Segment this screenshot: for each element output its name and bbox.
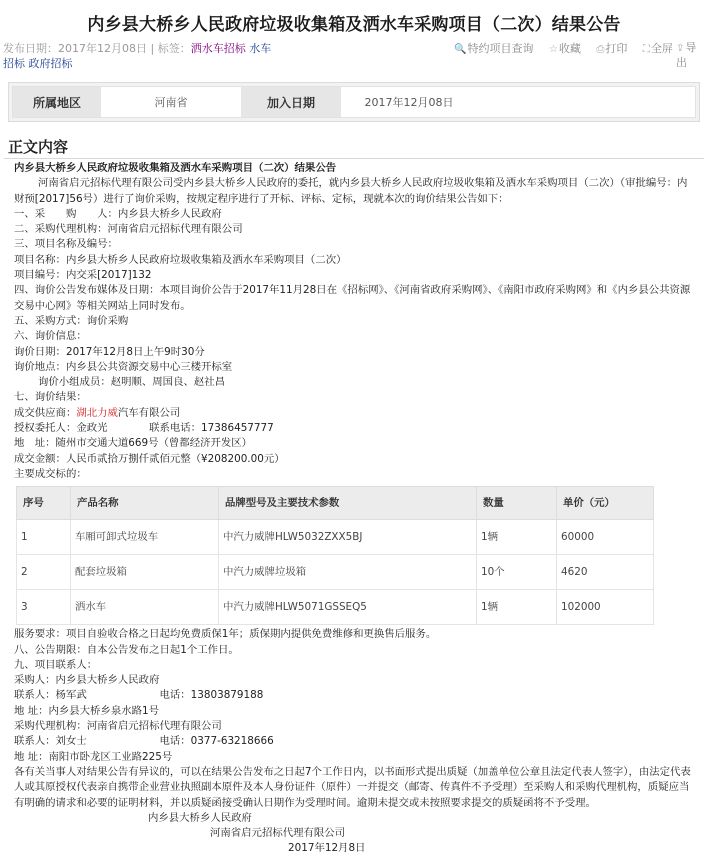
table-cell: 3 bbox=[17, 590, 71, 625]
tag-link[interactable]: 洒水车招标 bbox=[190, 42, 246, 55]
supplier-highlight: 湖北力威 bbox=[76, 406, 118, 419]
text-line: 主要成交标的： bbox=[14, 467, 87, 480]
supplier-rest: 汽车有限公司 bbox=[117, 406, 181, 419]
text-line: 五、采购方式：询价采购 bbox=[14, 314, 129, 327]
info-box bbox=[8, 82, 700, 122]
export-button[interactable] bbox=[676, 41, 700, 70]
signature-buyer: 内乡县大桥乡人民政府 bbox=[148, 811, 252, 824]
publish-label: 发布日期： bbox=[3, 42, 58, 55]
meta-bar bbox=[0, 38, 708, 72]
publish-date: 2017年12月08日 bbox=[58, 42, 147, 55]
supplier-line bbox=[14, 406, 694, 421]
search-icon: 🔍 bbox=[454, 44, 467, 55]
table-row bbox=[17, 555, 654, 590]
col-header: 单价（元） bbox=[557, 487, 654, 520]
tag-link[interactable]: 政府招标 bbox=[28, 57, 73, 70]
col-header: 序号 bbox=[17, 487, 71, 520]
text-line: 项目名称：内乡县大桥乡人民政府垃圾收集箱及洒水车采购项目（二次） bbox=[14, 253, 347, 266]
text-line: 询价小组成员：赵明顺、周国良、赵社昌 bbox=[38, 376, 226, 389]
text-line: 服务要求：项目自验收合格之日起均免费质保1年；质保期内提供免费维修和更换售后服务。 bbox=[14, 628, 437, 641]
col-header: 品牌型号及主要技术参数 bbox=[219, 487, 477, 520]
table-cell: 1 bbox=[17, 520, 71, 555]
text-line: 地 址：南阳市卧龙区工业路225号 bbox=[14, 750, 173, 763]
info-row bbox=[12, 86, 696, 118]
table-header-row bbox=[17, 487, 654, 520]
favorite-label: 收藏 bbox=[558, 42, 581, 55]
date-label: 加入日期 bbox=[241, 87, 341, 117]
meta-divider: | bbox=[150, 42, 155, 55]
signature-date: 2017年12月8日 bbox=[288, 842, 366, 855]
text-line: 授权委托人：金政光 联系电话：17386457777 bbox=[14, 422, 274, 435]
region-value: 河南省 bbox=[154, 96, 188, 109]
text-line: 六、询价信息： bbox=[14, 330, 87, 343]
table-cell: 中汽力威牌HLW5032ZXX5BJ bbox=[219, 520, 477, 555]
tag-link[interactable]: 水车招标 bbox=[3, 42, 272, 70]
fullscreen-button[interactable] bbox=[643, 42, 679, 55]
article-heading: 内乡县大桥乡人民政府垃圾收集箱及洒水车采购项目（二次）结果公告 bbox=[14, 162, 337, 174]
print-button[interactable] bbox=[596, 42, 633, 55]
page-title: 内乡县大桥乡人民政府垃圾收集箱及洒水车采购项目（二次）结果公告 bbox=[87, 15, 621, 35]
text-line: 三、项目名称及编号： bbox=[14, 238, 118, 251]
text-line: 采购人：内乡县大桥乡人民政府 bbox=[14, 674, 160, 687]
supplier-label: 成交供应商： bbox=[14, 406, 77, 419]
article-content bbox=[0, 159, 708, 857]
signature-agency: 河南省启元招标代理有限公司 bbox=[210, 827, 346, 840]
text-line: 地 址：内乡县大桥乡泉水路1号 bbox=[14, 704, 159, 717]
table-cell: 中汽力威牌HLW5071GSSEQ5 bbox=[219, 590, 477, 625]
table-row bbox=[17, 520, 654, 555]
star-icon: ☆ bbox=[548, 44, 558, 55]
section-title: 正文内容 bbox=[8, 138, 69, 156]
table-cell: 10个 bbox=[477, 555, 557, 590]
text-line: 项目编号：内交采[2017]132 bbox=[14, 269, 152, 282]
export-label: 导出 bbox=[676, 41, 697, 69]
print-label: 打印 bbox=[605, 42, 628, 55]
text-line: 联系人：杨军武 电话：13803879188 bbox=[14, 689, 264, 702]
date-value: 2017年12月08日 bbox=[364, 96, 454, 109]
text-line: 地 址：随州市交通大道669号（曾都经济开发区） bbox=[14, 437, 253, 450]
meta-left bbox=[3, 41, 273, 71]
table-cell: 4620 bbox=[557, 555, 654, 590]
special-query-label: 特约项目查询 bbox=[467, 42, 534, 55]
text-line: 采购代理机构：河南省启元招标代理有限公司 bbox=[14, 720, 222, 733]
table-cell: 中汽力威牌垃圾箱 bbox=[219, 555, 477, 590]
col-header: 产品名称 bbox=[71, 487, 219, 520]
table-cell: 配套垃圾箱 bbox=[71, 555, 219, 590]
table-cell: 60000 bbox=[557, 520, 654, 555]
fullscreen-label: 全屏 bbox=[650, 42, 673, 55]
text-line: 询价地点：内乡县公共资源交易中心三楼开标室 bbox=[14, 360, 233, 373]
table-cell: 2 bbox=[17, 555, 71, 590]
text-line: 成交金额：人民币贰拾万捌仟贰佰元整（¥208200.00元） bbox=[14, 452, 285, 465]
fullscreen-icon: ⛶ bbox=[642, 44, 650, 55]
table-row bbox=[17, 590, 654, 625]
table-cell: 1辆 bbox=[477, 590, 557, 625]
text-line: 二、采购代理机构：河南省启元招标代理有限公司 bbox=[14, 223, 243, 236]
table-cell: 洒水车 bbox=[71, 590, 219, 625]
text-line: 联系人：刘女士 电话：0377-63218666 bbox=[14, 735, 274, 748]
objection-paragraph: 各有关当事人对结果公告有异议的，可以在结果公告发布之日起7个工作日内，以书面形式提出质疑（加盖单位公章且法定代表人签字），由法定代表人或其原授权代表亲自携带企业营业执照副本原件及本人身份证件（原件）一并提交（邮寄、传真件不予受理）至采购人和采购代理机构，质疑应当有明确的请求和必要的证明材料，并以质疑函接受确认日期作为受理时间。逾期未提交或未按照要求提交的质疑函将不予受理。 bbox=[14, 765, 691, 809]
intro-paragraph: 河南省启元招标代理有限公司受内乡县大桥乡人民政府的委托，就内乡县大桥乡人民政府垃圾收集箱及洒水车采购项目（二次）（审批编号：内财预[2017]56号）进行了询价采购，按规定程序进行了开标、评标、定标，现就本次的询价结果公告如下： bbox=[14, 177, 688, 205]
tags-label: 标签： bbox=[157, 42, 191, 55]
col-header: 数量 bbox=[477, 487, 557, 520]
export-icon: ⇪ bbox=[676, 43, 685, 54]
text-line: 一、采 购 人：内乡县大桥乡人民政府 bbox=[14, 207, 222, 220]
text-line: 八、公告期限：自本公告发布之日起1个工作日。 bbox=[14, 643, 239, 656]
text-line: 九、项目联系人： bbox=[14, 658, 98, 671]
table-cell: 1辆 bbox=[477, 520, 557, 555]
table-cell: 102000 bbox=[557, 590, 654, 625]
info-spacer bbox=[477, 87, 695, 117]
items-table bbox=[16, 486, 654, 625]
region-label: 所属地区 bbox=[13, 87, 101, 117]
table-cell: 车厢可卸式垃圾车 bbox=[71, 520, 219, 555]
meta-actions bbox=[454, 41, 708, 69]
text-line: 七、询价结果： bbox=[14, 391, 87, 404]
special-query-button[interactable] bbox=[454, 42, 539, 55]
favorite-button[interactable] bbox=[549, 42, 587, 55]
text-line: 四、询价公告发布媒体及日期：本项目询价公告于2017年11月28日在《招标网》、《河南省政府采购网》、《南阳市政府采购网》和《内乡县公共资源交易中心网》等相关网站上同时发布。 bbox=[14, 284, 691, 312]
print-icon: ⎙ bbox=[596, 44, 605, 55]
text-line: 询价日期：2017年12月8日上午9时30分 bbox=[14, 345, 205, 358]
